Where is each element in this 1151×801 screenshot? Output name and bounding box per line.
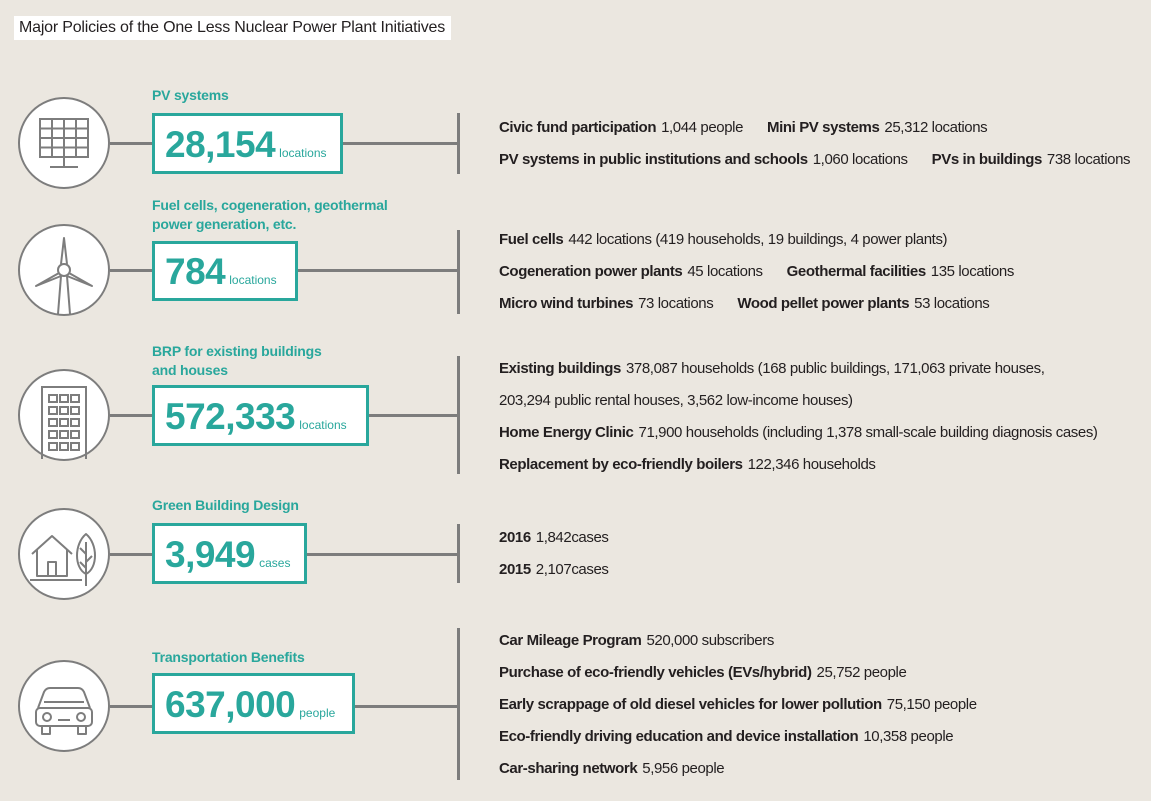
- connector-line: [298, 269, 460, 272]
- connector-line: [343, 142, 460, 145]
- stat-value: 28,154: [165, 124, 276, 165]
- connector-line: [307, 553, 460, 556]
- connector-line: [110, 142, 152, 145]
- detail-line: Civic fund participation 1,044 people Mini PV systems 25,312 locations: [499, 119, 988, 136]
- stat-value: 637,000: [165, 684, 296, 725]
- wind-turbine-icon: [18, 224, 110, 316]
- detail-line: Car Mileage Program 520,000 subscribers: [499, 632, 774, 649]
- detail-line: Early scrappage of old diesel vehicles for lower pollution 75,150 people: [499, 696, 977, 713]
- connector-line: [110, 414, 152, 417]
- category-label: BRP for existing buildings and houses: [152, 343, 322, 378]
- connector-line: [369, 414, 460, 417]
- detail-line: Fuel cells 442 locations (419 households, 19 buildings, 4 power plants): [499, 231, 948, 248]
- stat-unit: cases: [259, 556, 291, 570]
- connector-line: [110, 705, 152, 708]
- connector-line: [355, 705, 460, 708]
- category-label: Fuel cells, cogeneration, geothermal power generation, etc.: [152, 197, 388, 232]
- detail-line: Replacement by eco-friendly boilers 122,346 households: [499, 456, 876, 473]
- stat-unit: locations: [279, 146, 327, 160]
- detail-line: 203,294 public rental houses, 3,562 low-income houses): [499, 392, 853, 409]
- category-label: Transportation Benefits: [152, 649, 305, 665]
- stat-unit: locations: [229, 273, 277, 287]
- stat-box: [152, 241, 298, 301]
- stat-box: [152, 673, 355, 734]
- bracket-line: [457, 356, 460, 474]
- solar-panel-icon: [18, 97, 110, 189]
- connector-line: [110, 269, 152, 272]
- category-label: PV systems: [152, 87, 229, 103]
- details-list: [499, 112, 1130, 176]
- stat-box: [152, 523, 307, 584]
- bracket-line: [457, 113, 460, 174]
- stat-unit: locations: [299, 418, 347, 432]
- stat-value: 784: [165, 251, 226, 292]
- details-list: [499, 353, 1098, 481]
- stat-box: [152, 113, 343, 174]
- stat-unit: people: [299, 706, 336, 720]
- stat-value: 572,333: [165, 396, 296, 437]
- detail-line: Micro wind turbines 73 locations Wood pellet power plants 53 locations: [499, 295, 990, 312]
- detail-line: Existing buildings 378,087 households (168 public buildings, 171,063 private houses,: [499, 360, 1045, 377]
- page-title: Major Policies of the One Less Nuclear Power Plant Initiatives: [14, 16, 451, 40]
- details-list: [499, 224, 1014, 320]
- details-list: [499, 522, 609, 586]
- connector-line: [110, 553, 152, 556]
- detail-line: Car-sharing network 5,956 people: [499, 760, 725, 777]
- bracket-line: [457, 524, 460, 583]
- stat-box: [152, 385, 369, 446]
- category-label: Green Building Design: [152, 497, 299, 513]
- details-list: [499, 625, 977, 785]
- detail-line: Cogeneration power plants 45 locations Geothermal facilities 135 locations: [499, 263, 1014, 280]
- building-icon: [18, 369, 110, 461]
- bracket-line: [457, 230, 460, 314]
- car-icon: [18, 660, 110, 752]
- detail-line: Home Energy Clinic 71,900 households (including 1,378 small-scale building diagnosis cases): [499, 424, 1098, 441]
- stat-value: 3,949: [165, 534, 256, 575]
- detail-line: 2015 2,107cases: [499, 561, 609, 578]
- detail-line: Eco-friendly driving education and device installation 10,358 people: [499, 728, 954, 745]
- detail-line: 2016 1,842cases: [499, 529, 609, 546]
- house-tree-icon: [18, 508, 110, 600]
- detail-line: Purchase of eco-friendly vehicles (EVs/hybrid) 25,752 people: [499, 664, 907, 681]
- detail-line: PV systems in public institutions and schools 1,060 locations PVs in buildings 738 locations: [499, 151, 1131, 168]
- bracket-line: [457, 628, 460, 780]
